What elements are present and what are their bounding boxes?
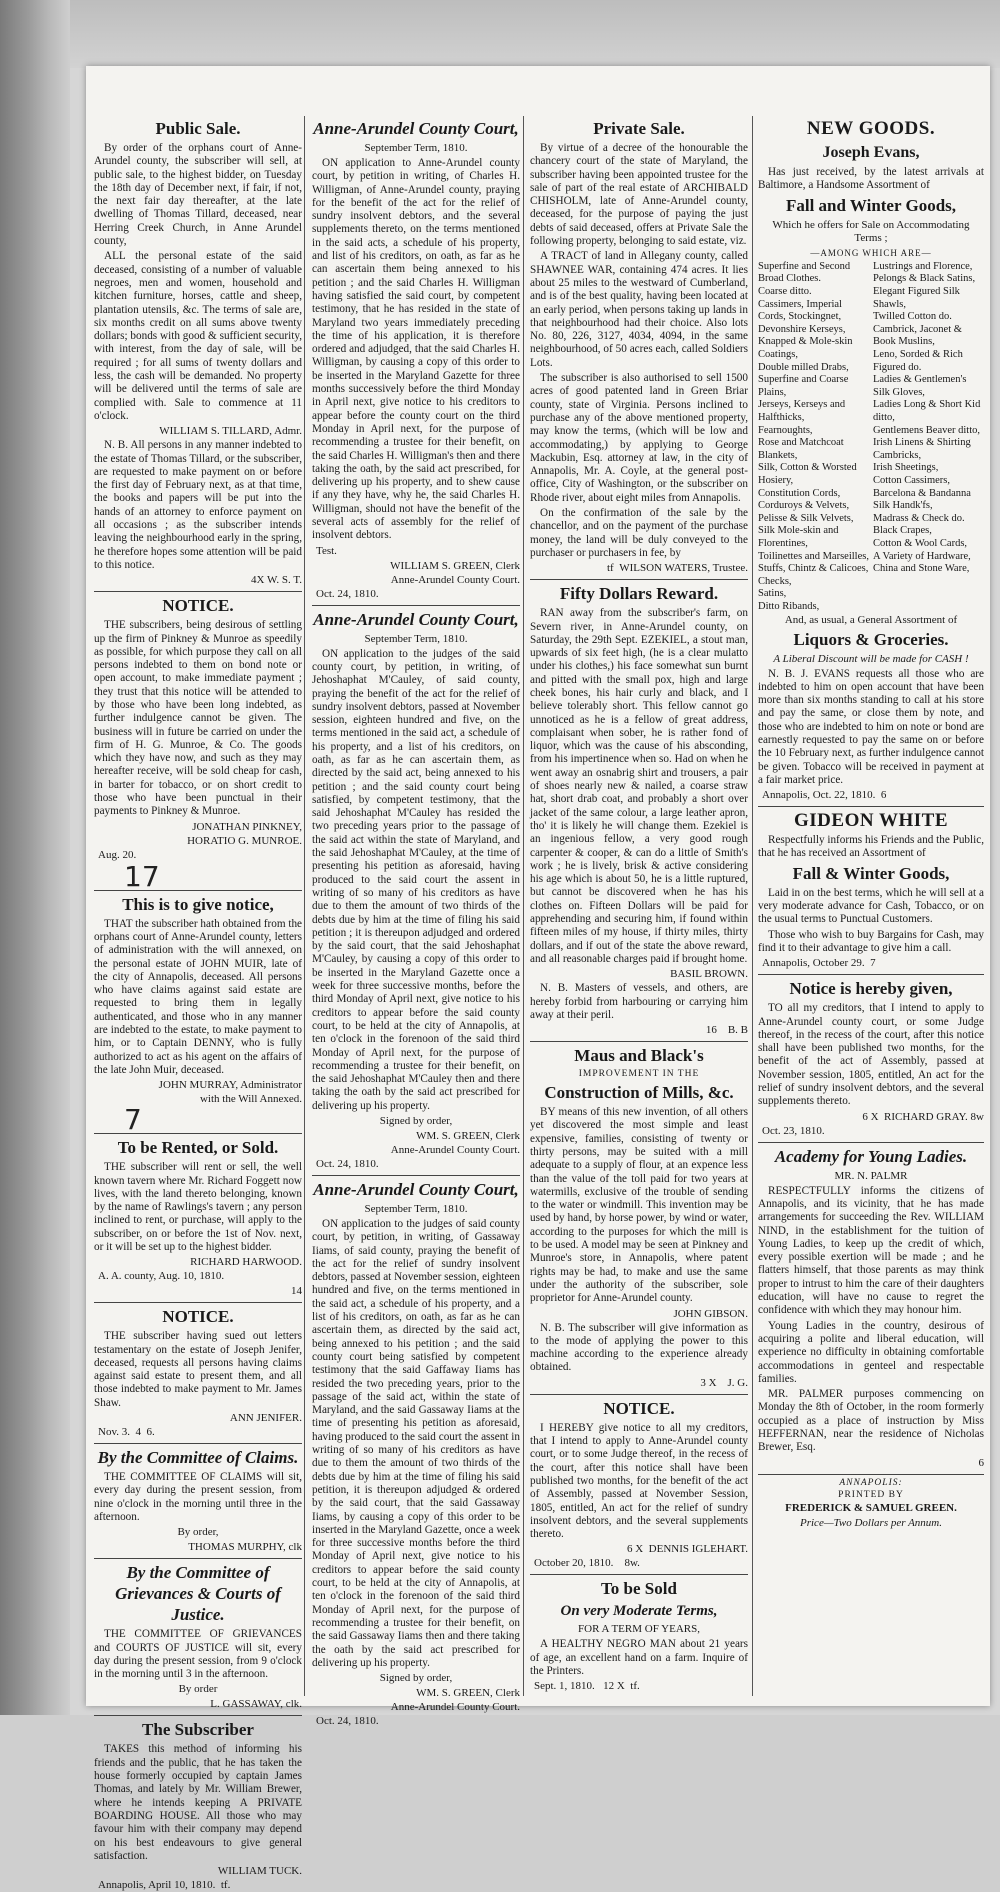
- ad-signature: L. GASSAWAY, clk.: [210, 1698, 302, 1711]
- ad-body: By virtue of a decree of the honourable the chancery court of the state of Maryland, the subscriber having been appointed trustee for the sale of part of the real estate of ARCHIBALD CHISHOLM, late of Anne-Arundel county, deceased, for the purpose of paying the just debts of said deceased, offers at Private Sale the following property, belonging to said estate, viz.: [530, 142, 748, 248]
- court-term: September Term, 1810.: [364, 142, 468, 154]
- ad-body: THE COMMITTEE OF CLAIMS will sit, every day during the present session, from nine o'clock in the morning until three in the afternoon.: [94, 1471, 302, 1523]
- goods-item: Corduroys & Velvets,: [758, 500, 850, 512]
- date-text: Annapolis, October 29.: [762, 957, 865, 970]
- ad-signature: [530, 562, 748, 575]
- by-order: By order: [178, 1683, 218, 1696]
- goods-item: Barcelona & Bandanna Silk Handk'fs,: [873, 487, 971, 512]
- goods-item: Cotton & Wool Cards,: [873, 537, 968, 549]
- ad-heading: Private Sale.: [593, 119, 685, 138]
- court-notice: [312, 1179, 520, 1728]
- court-term: September Term, 1810.: [364, 1203, 468, 1215]
- column-rule: [523, 116, 524, 1696]
- date-text: October 20, 1810.: [534, 1557, 614, 1570]
- ad-heading: Construction of Mills, &c.: [544, 1083, 734, 1103]
- gideon-white-ad: [758, 810, 984, 970]
- handwritten-mark: 16: [705, 1024, 717, 1037]
- ad-heading: Liquors & Groceries.: [793, 629, 949, 649]
- goods-item: Irish Sheetings,: [873, 462, 939, 474]
- handwritten-mark: 7: [124, 1103, 142, 1137]
- ad-separator: [312, 605, 520, 606]
- court-notice: [312, 609, 520, 1171]
- ad-body: ALL the personal estate of the said deceased, consisting of a number of valuable negroes, men and women, household and kitchen furniture, horses, cattle and sheep, plantation utensils, &c. The terms of sale are, six months credit on all sums above twenty dollars; bonds with good & sufficient security, with interest, from the day of sale, will be required ; for all sums of twenty dollars and less, the cash will be demanded. No property will be delivered until the terms of sale are complied with. Sale to commence at 11 o'clock.: [94, 250, 302, 422]
- handwritten-mark: 4: [135, 1426, 141, 1439]
- ad-term: tf: [607, 562, 614, 575]
- ad-date: A. A. county, Aug. 10, 1810.: [98, 1270, 225, 1283]
- goods-item: Pelongs & Black Satins,: [873, 273, 976, 285]
- ad-initials: [530, 1024, 748, 1037]
- clerk-of: Anne-Arundel County Court.: [390, 573, 520, 586]
- ad-heading: This is to give notice,: [122, 894, 274, 914]
- ad-body: N. B. J. EVANS requests all those who are indebted to him on open account that have been more than six months standing to call at his store and pay the same, or close them by note, and those who are indebted to him on note or bond are earnestly requested to pay the same on or before the 10 February next, as further indulgence cannot be given. Tobacco will be received in payment at a fair market price.: [758, 667, 984, 786]
- ad-separator: [758, 806, 984, 807]
- goods-item: Twilled Cotton do.: [873, 311, 952, 323]
- ad-date: [534, 1557, 748, 1570]
- creditors-notice: [758, 978, 984, 1137]
- signature-text: DENNIS IGLEHART.: [648, 1543, 748, 1556]
- ad-term: tf.: [220, 1879, 231, 1892]
- mills-ad: [530, 1045, 748, 1390]
- public-sale-ad: [94, 118, 302, 587]
- committee-grievances-ad: [94, 1562, 302, 1711]
- ad-date: [98, 1879, 302, 1892]
- signature-text: WILSON WATERS, Trustee.: [619, 562, 748, 575]
- ad-term: tf.: [630, 1680, 640, 1693]
- goods-item: Superfine and Coarse Plains,: [758, 374, 849, 398]
- ad-heading: Public Sale.: [155, 119, 241, 138]
- notice-ad: [530, 1398, 748, 1571]
- private-sale-ad: [530, 118, 748, 575]
- goods-item: Fearnoughts,: [758, 424, 813, 436]
- ad-heading: NOTICE.: [162, 596, 234, 616]
- date-text: Sept. 1, 1810.: [534, 1680, 595, 1693]
- signed-by-order: Signed by order,: [379, 1672, 453, 1685]
- ad-body: TO all my creditors, that I intend to apply to Anne-Arundel county court, or some Judge thereof, in the recess of the court, after this notice shall have been published two months, for the benefit of the act of Assembly, passed at November session, 1805, entitled, An act for the relief of sundry insolvent debtors, and the several supplements thereto.: [758, 1002, 984, 1108]
- ad-body: RAN away from the subscriber's farm, on Severn river, in Anne-Arundel county, on Saturday, the 29th Sept. EZEKIEL, a stout man, upwards of six feet high, (he is a clear mulatto under his clothes,) his face somewhat sun burnt and pitted with the small pox, high and large cheek bones, his hair curly and black, and I believe tolerably short. This fellow cannot go unnoticed as he is a fellow of great address, complaisant when sober, he is rather fond of liquor, which was the cause of his absconding, from his impertinence when so. Had on when he went away an osnabrig shirt and trousers, a pair of shoes nearly new & nailed, a coarse straw hat, short drab coat, and probably a short over jacket of the same colour, a large leather apron, tho' it is likely he will change them. Ezekiel is an ingenious fellow, a very good rough carpenter & cooper, & can do a little of Smith's work ; he is lively, brisk & active considering his age which is about 50, he is a little ruptured, but cannot be discovered when he has his clothes on. Fifteen Dollars will be paid for apprehending and securing him, if found within fifteen miles of my house, if thirty miles, thirty dollars, and if out of the state the above reward, and all reasonable charges paid if brought home.: [530, 607, 748, 965]
- goods-item: Madrass & Check do.: [873, 512, 965, 524]
- book-binding: [0, 0, 70, 1715]
- academy-ad: [758, 1146, 984, 1470]
- ad-line: FOR A TERM OF YEARS,: [578, 1623, 700, 1636]
- ad-body: Laid in on the best terms, which he will sell at a very moderate advance for Cash, Tobacco, or on the usual terms to Punctual Customers.: [758, 886, 984, 926]
- goods-item: Coarse ditto.: [758, 286, 812, 298]
- handwritten-mark: 6: [880, 789, 887, 802]
- goods-item: Knapped & Mole-skin Coatings,: [758, 336, 853, 361]
- imprint-price: Price—Two Dollars per Annum.: [800, 1516, 942, 1529]
- goods-item: Ditto Ribands,: [758, 600, 820, 612]
- ad-signature: with the Will Annexed.: [199, 1093, 302, 1106]
- ad-body: THE subscriber having sued out letters testamentary on the estate of Joseph Jenifer, deceased, requests all persons having claims against said estate to present them, and all those indebted to make payment to Mr. James Shaw.: [94, 1330, 302, 1409]
- handwritten-mark: 6: [978, 1456, 984, 1469]
- goods-list: [758, 261, 984, 614]
- goods-item: China and Stone Ware,: [873, 563, 970, 575]
- clerk-of: Anne-Arundel County Court.: [390, 1144, 520, 1156]
- column-4: [758, 116, 984, 1696]
- ad-heading: To be Sold: [601, 1579, 677, 1599]
- initials-text: J. G.: [727, 1376, 748, 1389]
- new-goods-ad: [758, 118, 984, 802]
- ad-separator: [758, 1474, 984, 1475]
- goods-item: Black Crapes,: [873, 525, 932, 537]
- signature-text: RICHARD GRAY.: [884, 1110, 968, 1123]
- ad-body: I HEREBY give notice to all my creditors, that I intend to apply to Anne-Arundel county court, or to some Judge thereof, in the recess of the court, after this notice shall have been published two months, for the benefit of the act of Assembly, passed at November Session, 1805, entitled, An act for the relief of sundry insolvent debtors, and the several supplements thereto.: [530, 1421, 748, 1541]
- goods-item: Elegant Figured Silk Shawls,: [873, 286, 960, 310]
- give-notice-ad: [94, 894, 303, 1137]
- ad-signature: HORATIO G. MUNROE.: [187, 834, 302, 847]
- ad-signature: RICHARD HARWOOD.: [190, 1256, 302, 1269]
- ad-heading: The Subscriber: [142, 1720, 254, 1740]
- handwritten-mark: 6 X: [626, 1543, 644, 1556]
- handwritten-mark: 17: [124, 859, 160, 893]
- ad-date: Oct. 24, 1810.: [316, 1715, 379, 1728]
- column-2: [312, 116, 520, 1728]
- ad-offer: Which he offers for Sale on Accommodating Terms ;: [772, 218, 970, 244]
- court-notice: [312, 118, 520, 601]
- ad-date: [98, 1426, 302, 1439]
- ad-subheading: On very Moderate Terms,: [560, 1603, 718, 1620]
- goods-list-left: [758, 261, 869, 614]
- notice-ad: [94, 1306, 302, 1439]
- ad-signature: WILLIAM TUCK.: [217, 1865, 302, 1878]
- reward-ad: [530, 583, 748, 1037]
- goods-item: Superfine and Second Broad Clothes.: [758, 260, 851, 285]
- ad-body: THE subscriber will rent or sell, the well known tavern where Mr. Richard Foggett now lives, with the land thereto belonging, known by the name of Rawlings's tavern ; any person inclined to rent, or purchase, will apply to the subscriber, on or before the 1st of Nov. next, or it will be set up to the highest bidder.: [94, 1161, 302, 1253]
- ad-body: A TRACT of land in Allegany county, called SHAWNEE WAR, containing 474 acres. It lies about 25 miles to the westward of Cumberland, and is of the best quality, having been located at an early period, when persons taking up lands in that neighbourhood had their choice. Also lots No. 80, 226, 3127, 4034, 4094, in the same neighbourhood, of 50 acres each, called Soldiers Lots.: [530, 250, 748, 369]
- handwritten-mark: 6 X: [862, 1110, 879, 1123]
- ad-separator: [94, 1443, 302, 1444]
- by-order: By order,: [177, 1526, 219, 1539]
- ad-body: Respectfully informs his Friends and the Public, that he has received an Assortment of: [758, 834, 984, 860]
- boarding-house-ad: [94, 1719, 302, 1892]
- initials-text: B. B: [727, 1024, 748, 1037]
- ad-body: TAKES this method of informing his friends and the public, that he has taken the house formerly occupied by captain James Thomas, and lately by Mr. William Brewer, where he intends keeping A PRIVATE BOARDING HOUSE. All those who may favour him with their company may depend on his best endeavours to give general satisfaction.: [94, 1743, 302, 1862]
- goods-item: Cambrick, Jaconet & Book Muslins,: [873, 323, 962, 348]
- handwritten-mark: 14: [291, 1285, 302, 1298]
- ad-term: 8w: [970, 1110, 984, 1123]
- imprint-printers: FREDERICK & SAMUEL GREEN.: [785, 1501, 957, 1514]
- goods-item: Jerseys, Kerseys and Halfthicks,: [758, 399, 846, 424]
- goods-item: Pelisse & Silk Velvets,: [758, 512, 854, 524]
- ad-heading: NOTICE.: [162, 1307, 234, 1327]
- ad-subheading: IMPROVEMENT IN THE: [578, 1069, 700, 1080]
- goods-item: Double milled Drabs,: [758, 361, 849, 373]
- page-top-edge: [70, 0, 1000, 68]
- ad-body: THAT the subscriber hath obtained from the orphans court of Anne-Arundel county, letters of administration with the will annexed, on the personal estate of JOHN MUIR, late of the city of Annapolis, deceased. All persons who have claims against said estate are requested to bring them in legally authenticated, and those who in any manner are indebted to the estate, to make payment to him, or to Captain DENNY, who is fully authorized to act as his agent on the affairs of the late John Muir, deceased.: [94, 917, 303, 1076]
- ad-body: BY means of this new invention, of all others yet discovered the most simple and least expensive, families, consisting of twenty or thirty persons, may be suited with a mill adequate to a supply of flour, at an expence less than the value of the toll paid for two years at watermills, exclusive of the trouble of sending to the water or windmill. This invention may be used by hand, by horse power, by wind or water, according to the purposes for which the mill is to be used. A model may be seen at Pinkney and Munroe's store, in Annapolis, where patent rights may be had, to make and use the same under the authority of the subscriber, sole proprietor for Anne-Arundel county.: [530, 1106, 748, 1305]
- ad-body: N. B. The subscriber will give information as to the mode of applying the power to this machine according to the experience already obtained.: [530, 1321, 748, 1374]
- date-text: Annapolis, Oct. 22, 1810.: [762, 789, 876, 802]
- signed-by-order: Signed by order,: [379, 1115, 453, 1127]
- ad-line: And, as usual, a General Assortment of: [784, 613, 958, 626]
- goods-item: Rose and Matchcoat Blankets,: [758, 437, 844, 461]
- ad-body: ON application to the judges of the said county court, by petition, in writing, of Jehoshaphat M'Cauley, of said county, praying the benefit of the act for the relief of sundry insolvent debtors, passed at November session, eighteen hundred and five, on the terms mentioned in the said act, a schedule of his property, and a list of his creditors, on oath, as far as he can ascertain them, as directed by the said act, being annexed to his petition ; and the said county court being satisfied, by competent testimony, that the said Jehoshaphat M'Cauley has resided the two preceding years prior to the passage of the said act within the state of Maryland, and the said Jehoshaphat M'Cauley, at the time of presenting his petition as aforesaid, having produced to the said court the assent in writing of so many of his creditors as have due to them the amount of two thirds of the debts due by him at the time of filing his said petition ; it is thereupon adjudged and ordered by the said court, that the said Jehoshaphat M'Cauley, by causing a copy of this order to be inserted in the Maryland Gazette once a week for three successive months, before the third Monday of April next, give notice to his creditors to appear before the said county court, to be held at the city of Annapolis, at ten o'clock in the forenoon of the said third Monday of April next, for the purpose of recommending a trustee for their benefit, on the said Jehoshaphat M'Cauley then and there taking the oath by the said act prescribed for delivering up his property.: [312, 647, 520, 1112]
- handwritten-mark: 7: [870, 957, 876, 970]
- ad-signature: WILLIAM S. TILLARD, Admr.: [159, 425, 302, 438]
- goods-item: A Variety of Hardware,: [873, 550, 971, 562]
- ad-signature: BASIL BROWN.: [670, 968, 748, 981]
- ad-body: N. B. Masters of vessels, and others, are hereby forbid from harbouring or carrying him away at their peril.: [530, 982, 748, 1021]
- ad-heading: Fall & Winter Goods,: [792, 863, 950, 883]
- ad-separator: [94, 591, 302, 592]
- court-term: September Term, 1810.: [364, 632, 468, 645]
- goods-item: Devonshire Kerseys,: [758, 323, 846, 335]
- ad-separator: [530, 579, 748, 580]
- ad-signature: WM. S. GREEN, Clerk: [416, 1687, 520, 1700]
- column-3: [530, 116, 748, 1696]
- among-which-label: —AMONG WHICH ARE—: [810, 247, 932, 258]
- ad-date: [762, 957, 984, 970]
- imprint-printed-by: PRINTED BY: [838, 1489, 904, 1500]
- column-rule: [304, 116, 305, 1696]
- ad-signature: [758, 1111, 984, 1124]
- goods-item: Satins,: [758, 588, 787, 600]
- ad-heading: NEW GOODS.: [806, 118, 936, 139]
- ad-heading: Maus and Black's: [574, 1046, 704, 1066]
- ad-separator: [94, 1558, 302, 1559]
- ad-separator: [94, 1715, 302, 1716]
- ad-heading: GIDEON WHITE: [794, 810, 948, 832]
- notice-ad: [94, 595, 302, 893]
- ad-heading: Anne-Arundel County Court,: [313, 1180, 519, 1199]
- goods-item: Cassimers, Imperial Cords, Stockingnet,: [758, 298, 842, 323]
- goods-item: Ladies Long & Short Kid ditto,: [873, 399, 981, 424]
- ad-date: [762, 789, 984, 802]
- ad-signature: [530, 1543, 748, 1556]
- ad-signature: THOMAS MURPHY, clk: [188, 1541, 302, 1554]
- ad-heading: NOTICE.: [603, 1398, 675, 1418]
- ad-heading: Fifty Dollars Reward.: [559, 584, 719, 604]
- rent-or-sell-ad: [94, 1137, 302, 1298]
- ad-signature: JOHN MURRAY, Administrator: [158, 1079, 302, 1092]
- ad-date: Oct. 24, 1810.: [316, 1158, 379, 1170]
- ad-heading: By the Committee of Claims.: [97, 1448, 299, 1468]
- ad-date: [534, 1680, 748, 1693]
- ad-body: THE subscribers, being desirous of settling up the firm of Pinkney & Munroe as speedily as possible, for which purpose they call on all persons indebted to them on bond note or open account, to make immediate payment ; they trust that this notice will be attended to by those who have been long indebted, as further indulgence cannot be given. The business will in future be carried on under the firm of H. G. Munroe, & Co. The goods which they have now, and such as they may hereafter receive, will be sold cheap for cash, in barter for tobacco, or on short credit to those who have been punctual in their payments to Pinkney & Munroe.: [94, 619, 302, 818]
- goods-item: Checks,: [758, 575, 792, 587]
- ad-body: By order of the orphans court of Anne-Arundel county, the subscriber will sell, at public sale, to the highest bidder, on Tuesday the 18th day of December next, if fair, if not, the next fair day thereafter, at the late dwelling of Thomas Tillard, deceased, near Herring Creek Church, in Anne Arundel county,: [94, 142, 302, 248]
- merchant-name: Joseph Evans,: [822, 144, 920, 161]
- to-be-sold-ad: [530, 1578, 748, 1693]
- imprint-city: ANNAPOLIS:: [839, 1477, 903, 1488]
- ad-date: Aug. 20.: [98, 848, 137, 861]
- goods-item: Constitution Cords,: [758, 487, 841, 499]
- goods-item: Stuffs, Chintz & Calicoes,: [758, 563, 869, 575]
- goods-item: Lustrings and Florence,: [873, 260, 973, 272]
- ad-signature: WM. S. GREEN, Clerk: [416, 1130, 520, 1142]
- handwritten-mark: 12 X: [603, 1680, 625, 1693]
- ad-body: Those who wish to buy Bargains for Cash, may find it to their advantage to give him a call.: [758, 928, 984, 954]
- ad-heading: Fall and Winter Goods,: [785, 195, 957, 215]
- ad-separator: [312, 1175, 520, 1176]
- goods-item: Gentlemens Beaver ditto,: [873, 424, 981, 436]
- ad-body: ON application to Anne-Arundel county court, by petition in writing, of Charles H. Willigman, of Anne-Arundel county, praying for the benefit of the act for the relief of sundry insolvent debtors, and the several supplements thereto, on the terms mentioned in the said acts, a schedule of his property, and list of his creditors, on oath, as far as he can ascertain them being annexed to his petition ; and the said Charles H. Willigman having satisfied the said court, by competent testimony, that he has resided in the state of Maryland two years immediately preceding the time of his application, it is therefore ordered and adjudged, that the said Charles H. Willigman, by causing a copy of this order to be inserted in the Maryland Gazette for three months successively before the third Monday in April next, give notice to his creditors to appear before the county court on the third Monday in April next, for the purpose of recommending a trustee for their benefit, on the said Charles H. Willigman's then and there taking the oath, by the said act prescribed, for delivering up his property, and to shew cause if any they have, why he, the said Charles H. Willigman, should not have the benefit of the several acts of assembly for the relief of insolvent debtors.: [312, 157, 520, 542]
- discount-note: A Liberal Discount will be made for CASH !: [773, 652, 969, 665]
- column-1: [94, 116, 303, 1892]
- handwritten-mark: 4X W. S. T.: [251, 574, 302, 587]
- imprint: [758, 1478, 984, 1530]
- handwritten-mark: 3 X: [700, 1376, 717, 1389]
- teacher-name: MR. N. PALMR: [834, 1169, 908, 1182]
- newspaper-page: [86, 66, 990, 1892]
- ad-initials: [530, 1377, 748, 1390]
- goods-item: Leno, Sorded & Rich Figured do.: [873, 349, 963, 373]
- ad-separator: [758, 1142, 984, 1143]
- ad-heading: Anne-Arundel County Court,: [313, 609, 519, 629]
- ad-heading: Academy for Young Ladies.: [774, 1146, 968, 1166]
- ad-number: 6.: [146, 1426, 155, 1439]
- ad-body: Has just received, by the latest arrivals at Baltimore, a Handsome Assortment of: [758, 166, 984, 192]
- ad-body: N. B. All persons in any manner indebted to the estate of Thomas Tillard, or the subscriber, are requested to make payment on or before the first day of February next, as at that time, the books and papers will be put into the hands of an attorney to enforce payment on all occasions ; as the subscriber intends leaving the neighbourhood early in the spring, he therefore hopes some attention will be paid to this notice.: [94, 439, 302, 571]
- goods-item: Silk, Cotton & Worsted Hosiery,: [758, 462, 857, 486]
- date-text: Nov. 3.: [98, 1426, 130, 1439]
- column-rule: [752, 116, 753, 1696]
- ad-body: Young Ladies in the country, desirous of acquiring a polite and liberal education, will experience no difficulty in obtaining comfortable accommodations in genteel and respectable families.: [758, 1319, 984, 1385]
- ad-heading: Notice is hereby given,: [789, 979, 953, 999]
- ad-body: On the confirmation of the sale by the chancellor, and on the payment of the purchase money, the land will be duly conveyed to the purchaser or purchasers in fee, by: [530, 507, 748, 559]
- goods-item: Silk Mole-skin and Florentines,: [758, 525, 839, 549]
- goods-item: Irish Linens & Shirting Cambricks,: [873, 437, 971, 461]
- goods-item: Toilinettes and Marseilles,: [758, 550, 869, 562]
- test-label: Test.: [316, 544, 337, 557]
- ad-separator: [530, 1394, 748, 1395]
- goods-item: Cotton Cassimers,: [873, 474, 951, 486]
- ad-body: THE COMMITTEE OF GRIEVANCES and COURTS OF JUSTICE will sit, every day during the present session, from 9 o'clock in the morning until 3 in the afternoon.: [94, 1628, 302, 1681]
- ad-heading: By the Committee of Grievances & Courts of Justice.: [115, 1563, 281, 1625]
- ad-date: Oct. 24, 1810.: [316, 587, 379, 600]
- ad-body: A HEALTHY NEGRO MAN about 21 years of age, an excellent hand on a farm. Inquire of the Printers.: [530, 1638, 748, 1678]
- ad-body: ON application to the judges of said county court, by petition, in writing, of Gassaway Iiams, of said county, praying the benefit of the act for the relief of sundry insolvent debtors, passed at November session, eighteen hundred and five, on the terms mentioned in the said act, a schedule of his property, and a list of his creditors, on oath, as far as he can ascertain them, as directed by the said act, being annexed to his petition ; and the said county court being satisfied by competent testimony that the said Gaffaway Iiams has resided the two preceding years, prior to the passage of the said act, within the state of Maryland, and the said Gassaway Iiams at the time of presenting his petition as aforesaid, having produced to the said court the assent in writing of so many of his creditors as have due to them the amount of two thirds of the debts due by him at the time of filing his said petition, it is thereupon adjudged & ordered by the said court, that the said Gassaway Iiams, by causing a copy of this order to be inserted in the Maryland Gazette, once a week for three successive months before the third Monday of April next, give notice to his creditors to appear before the said county court, to be held at the city of Annapolis, at ten o'clock in the forenoon of the said third Monday of April next, for the purpose of recommending a trustee for their benefit, on the said Gassaway Iiams then and there taking the oath by the said act prescribed for delivering up his property.: [312, 1218, 520, 1669]
- ad-signature: WILLIAM S. GREEN, Clerk: [390, 559, 520, 572]
- ad-signature: JONATHAN PINKNEY,: [192, 820, 302, 833]
- ad-term: 8w.: [624, 1557, 640, 1570]
- ad-body: RESPECTFULLY informs the citizens of Annapolis, and its vicinity, that he has made arrangements for succeeding the Rev. WILLIAM NIND, in the establishment for the tuition of Young Ladies, to keep up the credit of which, every possible exertion will be made ; and he flatters himself, that those parents as may think proper to intrust to him the care of their daughters education, will have no cause to regret the confidence with which they may honour him.: [758, 1184, 984, 1317]
- ad-separator: [94, 1302, 302, 1303]
- date-text: Annapolis, April 10, 1810.: [98, 1879, 216, 1892]
- ad-separator: [530, 1574, 748, 1575]
- clerk-of: Anne-Arundel County Court.: [390, 1701, 520, 1714]
- ad-signature: ANN JENIFER.: [229, 1412, 302, 1425]
- ad-separator: [758, 974, 984, 975]
- goods-list-right: [873, 261, 984, 614]
- ad-heading: To be Rented, or Sold.: [117, 1138, 279, 1158]
- goods-item: Ladies & Gentlemen's Silk Gloves,: [873, 374, 967, 398]
- committee-claims-ad: [94, 1447, 302, 1554]
- ad-separator: [530, 1041, 748, 1042]
- ad-date: Oct. 23, 1810.: [762, 1124, 825, 1137]
- ad-signature: JOHN GIBSON.: [673, 1307, 748, 1320]
- ad-heading: Anne-Arundel County Court,: [313, 119, 519, 138]
- ad-body: The subscriber is also authorised to sell 1500 acres of good patented land in Green Briar county, state of Virginia. Persons inclined to purchase any of the above mentioned property, may know the terms, (which will be low and accommodating,) by applying to George Mackubin, Esq. attorney at law, in the city of Annapolis, Mr. A. Coyle, at the general post-office, City of Washington, or the subscriber on Rhode river, about eight miles from Annapolis.: [530, 372, 748, 504]
- ad-body: MR. PALMER purposes commencing on Monday the 8th of October, in the room formerly occupied as a place of instruction by Miss HEFFERNAN, near the residence of Nicholas Brewer, Esq.: [758, 1388, 984, 1454]
